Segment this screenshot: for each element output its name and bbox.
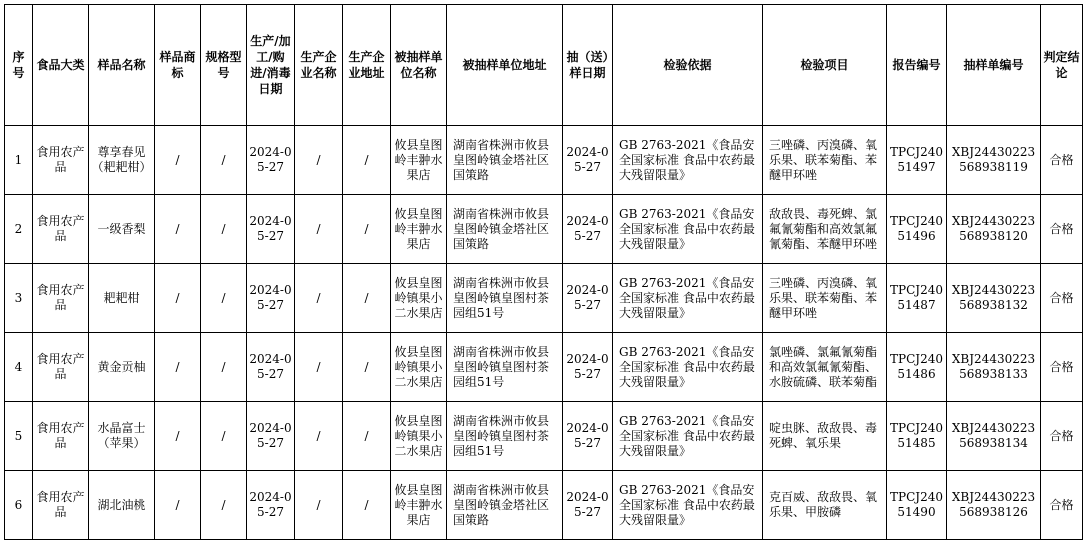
cell-prod-date: 2024-05-27 bbox=[247, 402, 295, 471]
cell-index: 6 bbox=[5, 471, 33, 540]
cell-prod-date: 2024-05-27 bbox=[247, 195, 295, 264]
cell-sample-date: 2024-05-27 bbox=[563, 195, 613, 264]
cell-brand: / bbox=[155, 126, 201, 195]
cell-maker-address: / bbox=[343, 402, 391, 471]
table-row bbox=[5, 471, 1083, 540]
cell-brand: / bbox=[155, 264, 201, 333]
cell-maker-name: / bbox=[295, 333, 343, 402]
cell-maker-name: / bbox=[295, 402, 343, 471]
cell-report-no: TPCJ24051496 bbox=[887, 195, 947, 264]
cell-conclusion: 合格 bbox=[1041, 195, 1083, 264]
header-sampled-unit: 被抽样单位名称 bbox=[391, 5, 447, 126]
cell-sample-no: XBJ24430223568938133 bbox=[947, 333, 1041, 402]
cell-sampled-unit: 攸县皇图岭丰翀水果店 bbox=[391, 195, 447, 264]
cell-sample-name: 尊享春见（耙耙柑） bbox=[89, 126, 155, 195]
cell-sample-date: 2024-05-27 bbox=[563, 333, 613, 402]
cell-test-items: 敌敌畏、毒死蜱、氯氟氰菊酯和高效氯氟氰菊酯、苯醚甲环唑 bbox=[763, 195, 887, 264]
cell-category: 食用农产品 bbox=[33, 333, 89, 402]
cell-prod-date: 2024-05-27 bbox=[247, 126, 295, 195]
cell-sampled-address: 湖南省株洲市攸县皇图岭镇皇图村茶园组51号 bbox=[447, 264, 563, 333]
table-body bbox=[5, 126, 1083, 540]
cell-maker-address: / bbox=[343, 333, 391, 402]
cell-maker-name: / bbox=[295, 195, 343, 264]
header-sample-no: 抽样单编号 bbox=[947, 5, 1041, 126]
cell-category: 食用农产品 bbox=[33, 195, 89, 264]
cell-sampled-unit: 攸县皇图岭镇果小二水果店 bbox=[391, 402, 447, 471]
table-row bbox=[5, 333, 1083, 402]
header-prod-date: 生产/加工/购进/消毒日期 bbox=[247, 5, 295, 126]
cell-spec: / bbox=[201, 471, 247, 540]
cell-spec: / bbox=[201, 333, 247, 402]
cell-sampled-address: 湖南省株洲市攸县皇图岭镇金塔社区国策路 bbox=[447, 195, 563, 264]
cell-sample-name: 水晶富士（苹果） bbox=[89, 402, 155, 471]
header-brand: 样品商标 bbox=[155, 5, 201, 126]
table-row bbox=[5, 126, 1083, 195]
cell-sampled-unit: 攸县皇图岭丰翀水果店 bbox=[391, 126, 447, 195]
cell-sample-name: 一级香梨 bbox=[89, 195, 155, 264]
cell-sampled-address: 湖南省株洲市攸县皇图岭镇金塔社区国策路 bbox=[447, 126, 563, 195]
header-index: 序号 bbox=[5, 5, 33, 126]
cell-conclusion: 合格 bbox=[1041, 471, 1083, 540]
cell-category: 食用农产品 bbox=[33, 264, 89, 333]
cell-report-no: TPCJ24051490 bbox=[887, 471, 947, 540]
cell-sampled-address: 湖南省株洲市攸县皇图岭镇金塔社区国策路 bbox=[447, 471, 563, 540]
cell-report-no: TPCJ24051486 bbox=[887, 333, 947, 402]
cell-spec: / bbox=[201, 126, 247, 195]
header-report-no: 报告编号 bbox=[887, 5, 947, 126]
cell-brand: / bbox=[155, 471, 201, 540]
cell-brand: / bbox=[155, 402, 201, 471]
cell-spec: / bbox=[201, 402, 247, 471]
cell-category: 食用农产品 bbox=[33, 402, 89, 471]
cell-prod-date: 2024-05-27 bbox=[247, 471, 295, 540]
cell-sample-no: XBJ24430223568938120 bbox=[947, 195, 1041, 264]
header-category: 食品大类 bbox=[33, 5, 89, 126]
cell-sample-name: 耙耙柑 bbox=[89, 264, 155, 333]
cell-maker-name: / bbox=[295, 471, 343, 540]
table-row bbox=[5, 195, 1083, 264]
cell-basis: GB 2763-2021《食品安全国家标准 食品中农药最大残留限量》 bbox=[613, 333, 763, 402]
cell-prod-date: 2024-05-27 bbox=[247, 264, 295, 333]
cell-index: 2 bbox=[5, 195, 33, 264]
cell-test-items: 克百威、敌敌畏、氧乐果、甲胺磷 bbox=[763, 471, 887, 540]
header-spec: 规格型号 bbox=[201, 5, 247, 126]
cell-sample-date: 2024-05-27 bbox=[563, 471, 613, 540]
cell-maker-address: / bbox=[343, 264, 391, 333]
cell-sample-no: XBJ24430223568938126 bbox=[947, 471, 1041, 540]
table-row bbox=[5, 402, 1083, 471]
header-maker-address: 生产企业地址 bbox=[343, 5, 391, 126]
cell-conclusion: 合格 bbox=[1041, 126, 1083, 195]
cell-sample-date: 2024-05-27 bbox=[563, 264, 613, 333]
cell-maker-address: / bbox=[343, 126, 391, 195]
cell-sample-name: 黄金贡柚 bbox=[89, 333, 155, 402]
table-row bbox=[5, 264, 1083, 333]
cell-maker-name: / bbox=[295, 126, 343, 195]
cell-index: 3 bbox=[5, 264, 33, 333]
cell-test-items: 啶虫脒、敌敌畏、毒死蜱、氧乐果 bbox=[763, 402, 887, 471]
header-sample-date: 抽（送）样日期 bbox=[563, 5, 613, 126]
header-maker-name: 生产企业名称 bbox=[295, 5, 343, 126]
header-conclusion: 判定结论 bbox=[1041, 5, 1083, 126]
cell-brand: / bbox=[155, 333, 201, 402]
cell-sampled-unit: 攸县皇图岭镇果小二水果店 bbox=[391, 333, 447, 402]
header-test-items: 检验项目 bbox=[763, 5, 887, 126]
cell-conclusion: 合格 bbox=[1041, 402, 1083, 471]
cell-brand: / bbox=[155, 195, 201, 264]
cell-conclusion: 合格 bbox=[1041, 333, 1083, 402]
cell-test-items: 三唑磷、丙溴磷、氧乐果、联苯菊酯、苯醚甲环唑 bbox=[763, 264, 887, 333]
cell-basis: GB 2763-2021《食品安全国家标准 食品中农药最大残留限量》 bbox=[613, 471, 763, 540]
cell-report-no: TPCJ24051487 bbox=[887, 264, 947, 333]
cell-spec: / bbox=[201, 195, 247, 264]
cell-basis: GB 2763-2021《食品安全国家标准 食品中农药最大残留限量》 bbox=[613, 402, 763, 471]
cell-basis: GB 2763-2021《食品安全国家标准 食品中农药最大残留限量》 bbox=[613, 195, 763, 264]
header-row bbox=[5, 5, 1083, 126]
inspection-table bbox=[4, 4, 1083, 540]
cell-maker-address: / bbox=[343, 471, 391, 540]
cell-sample-no: XBJ24430223568938134 bbox=[947, 402, 1041, 471]
cell-conclusion: 合格 bbox=[1041, 264, 1083, 333]
cell-maker-name: / bbox=[295, 264, 343, 333]
cell-sample-date: 2024-05-27 bbox=[563, 402, 613, 471]
cell-basis: GB 2763-2021《食品安全国家标准 食品中农药最大残留限量》 bbox=[613, 264, 763, 333]
cell-index: 5 bbox=[5, 402, 33, 471]
cell-sample-date: 2024-05-27 bbox=[563, 126, 613, 195]
cell-sample-name: 湖北油桃 bbox=[89, 471, 155, 540]
cell-sampled-address: 湖南省株洲市攸县皇图岭镇皇图村茶园组51号 bbox=[447, 402, 563, 471]
cell-sampled-unit: 攸县皇图岭丰翀水果店 bbox=[391, 471, 447, 540]
cell-maker-address: / bbox=[343, 195, 391, 264]
cell-report-no: TPCJ24051485 bbox=[887, 402, 947, 471]
cell-category: 食用农产品 bbox=[33, 471, 89, 540]
header-sample-name: 样品名称 bbox=[89, 5, 155, 126]
cell-index: 1 bbox=[5, 126, 33, 195]
cell-category: 食用农产品 bbox=[33, 126, 89, 195]
cell-index: 4 bbox=[5, 333, 33, 402]
cell-report-no: TPCJ24051497 bbox=[887, 126, 947, 195]
cell-sample-no: XBJ24430223568938119 bbox=[947, 126, 1041, 195]
cell-sampled-address: 湖南省株洲市攸县皇图岭镇皇图村茶园组51号 bbox=[447, 333, 563, 402]
cell-sample-no: XBJ24430223568938132 bbox=[947, 264, 1041, 333]
cell-test-items: 氯唑磷、氯氟氰菊酯和高效氯氟氰菊酯、水胺硫磷、联苯菊酯 bbox=[763, 333, 887, 402]
cell-spec: / bbox=[201, 264, 247, 333]
header-basis: 检验依据 bbox=[613, 5, 763, 126]
cell-basis: GB 2763-2021《食品安全国家标准 食品中农药最大残留限量》 bbox=[613, 126, 763, 195]
cell-sampled-unit: 攸县皇图岭镇果小二水果店 bbox=[391, 264, 447, 333]
header-sampled-address: 被抽样单位地址 bbox=[447, 5, 563, 126]
cell-prod-date: 2024-05-27 bbox=[247, 333, 295, 402]
cell-test-items: 三唑磷、丙溴磷、氧乐果、联苯菊酯、苯醚甲环唑 bbox=[763, 126, 887, 195]
